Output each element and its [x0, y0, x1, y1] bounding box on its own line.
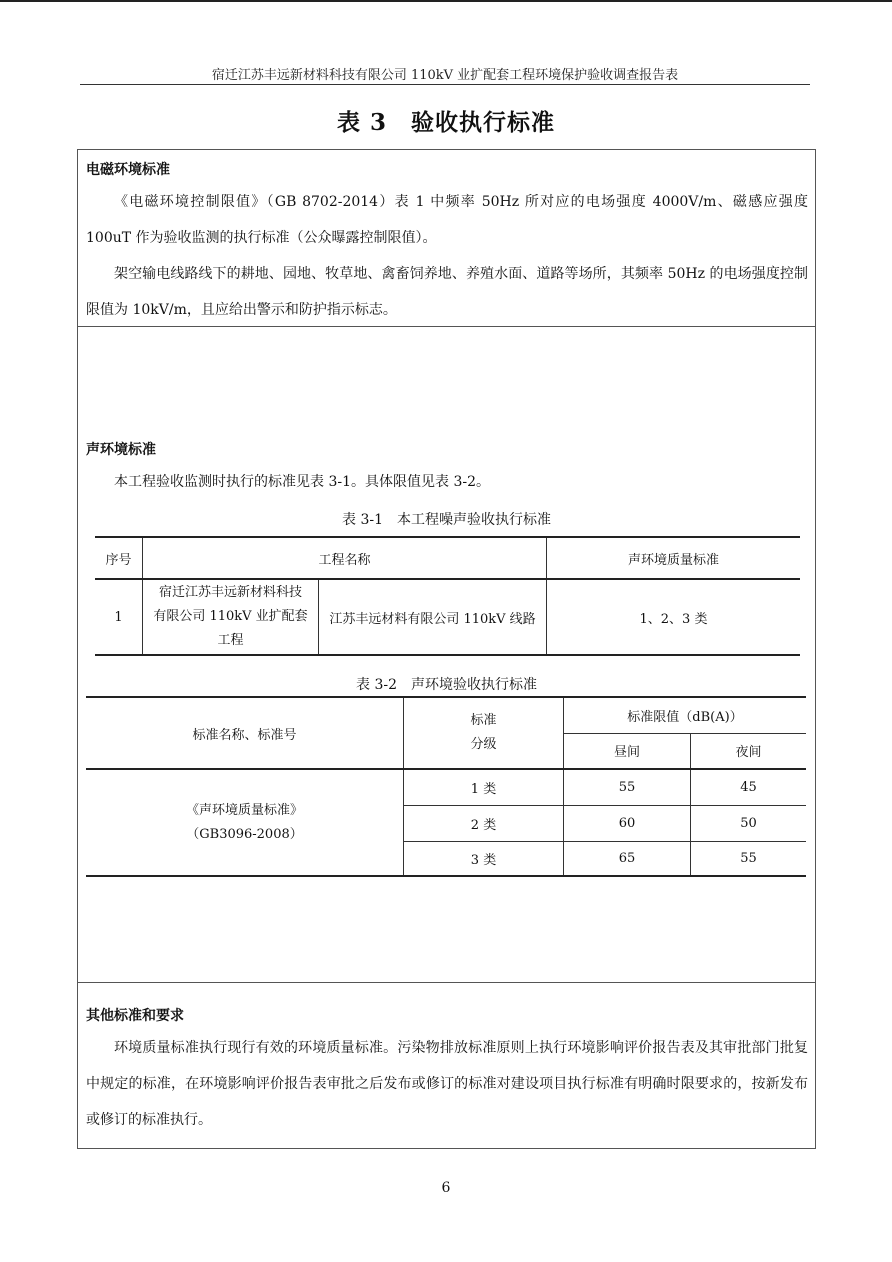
day-limit-cell: 65 — [564, 841, 691, 876]
col-header-project: 工程名称 — [143, 537, 547, 579]
day-limit-cell: 55 — [564, 769, 691, 805]
table-3-1-caption: 表 3-1 本工程噪声验收执行标准 — [342, 512, 551, 528]
em-standard-heading: 电磁环境标准 — [86, 162, 170, 178]
col-header-no: 序号 — [95, 537, 143, 579]
standards-frame — [77, 149, 816, 1149]
grade-cell: 3 类 — [404, 841, 564, 876]
col-header-grade-line2: 分级 — [470, 737, 497, 752]
col-header-grade — [404, 697, 564, 769]
top-border-line — [0, 0, 892, 2]
section-divider-2 — [78, 982, 815, 983]
other-standard-paragraph: 环境质量标准执行现行有效的环境质量标准。污染物排放标准原则上执行环境影响评价报告表及其审批部门批复中规定的标准，在环境影响评价报告表审批之后发布或修订的标准对建设项目执行标准有明确时限要求的，按新发布或修订的标准执行。 — [86, 1040, 808, 1128]
row-line-name: 江苏丰远材料有限公司 110kV 线路 — [319, 579, 547, 655]
noise-standard-heading: 声环境标准 — [86, 442, 156, 458]
col-header-limit: 标准限值（dB(A)） — [564, 697, 807, 733]
standard-number: （GB3096-2008） — [186, 826, 303, 842]
standard-name: 《声环境质量标准》 — [185, 802, 303, 818]
col-header-grade-line1: 标准 — [470, 713, 497, 728]
grade-cell: 2 类 — [404, 805, 564, 841]
col-header-day: 昼间 — [564, 733, 691, 769]
other-standard-heading: 其他标准和要求 — [86, 1008, 184, 1024]
em-standard-paragraph-2: 架空输电线路线下的耕地、园地、牧草地、禽畜饲养地、养殖水面、道路等场所，其频率 50Hz 的电场强度控制限值为 10kV/m，且应给出警示和防护指示标志。 — [86, 266, 808, 318]
night-limit-cell: 50 — [691, 805, 807, 841]
night-limit-cell: 45 — [691, 769, 807, 805]
table-3-2-caption: 表 3-2 声环境验收执行标准 — [356, 677, 537, 693]
row-standard: 1、2、3 类 — [547, 579, 801, 655]
document-header: 宿迁江苏丰远新材料科技有限公司 110kV 业扩配套工程环境保护验收调查报告表 — [211, 68, 679, 83]
noise-standard-paragraph: 本工程验收监测时执行的标准见表 3-1。具体限值见表 3-2。 — [114, 474, 490, 490]
col-header-night: 夜间 — [691, 733, 807, 769]
day-limit-cell: 60 — [564, 805, 691, 841]
col-header-standard: 声环境质量标准 — [547, 537, 801, 579]
col-header-standard-name: 标准名称、标准号 — [86, 697, 404, 769]
table-row — [86, 769, 806, 805]
noise-acceptance-table — [95, 536, 800, 656]
section-divider-1 — [78, 326, 815, 327]
standard-name-cell — [86, 769, 404, 876]
noise-limit-table — [86, 696, 806, 877]
row-no: 1 — [95, 579, 143, 655]
row-project-name: 宿迁江苏丰远新材料科技有限公司 110kV 业扩配套工程 — [143, 579, 319, 655]
night-limit-cell: 55 — [691, 841, 807, 876]
header-rule — [80, 84, 810, 85]
page-title: 表 3 验收执行标准 — [336, 109, 555, 136]
em-standard-paragraph-1: 《电磁环境控制限值》（GB 8702-2014）表 1 中频率 50Hz 所对应的电场强度 4000V/m、磁感应强度 100uT 作为验收监测的执行标准（公众曝露控制限值）。 — [86, 194, 808, 246]
page-number: 6 — [441, 1180, 451, 1196]
grade-cell: 1 类 — [404, 769, 564, 805]
